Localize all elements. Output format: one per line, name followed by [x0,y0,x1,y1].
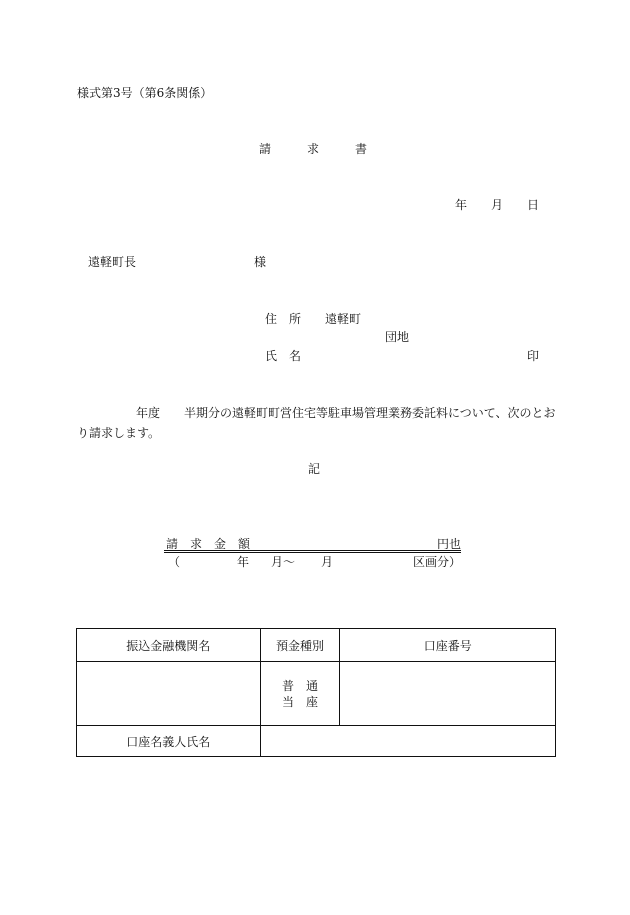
period-year: 年 [237,555,250,569]
header-account-type: 預金種別 [260,629,340,662]
bank-account-table [76,628,556,757]
period-close: 区画分） [413,555,462,569]
bank-table-entry-row [77,662,556,726]
header-bank-name: 振込金融機関名 [77,629,261,662]
document-title: 請 求 書 [259,142,368,156]
bank-table-holder-row [77,726,556,757]
holder-label: 口座名義人氏名 [77,726,261,757]
period-month-to: 月 [321,555,334,569]
name-label: 氏 名 [265,349,302,363]
addressee-name: 遠軽町長 [88,255,137,269]
date-line: 年 月 日 [455,198,540,212]
body-line-1: 年度 半期分の遠軽町町営住宅等駐車場管理業務委託料について、次のとお [136,406,556,420]
amount-unit: 円也 [437,537,462,551]
account-type-current: 当 座 [282,694,319,709]
header-account-number: 口座番号 [340,629,556,662]
address-label: 住 所 [265,312,302,326]
address-sub: 団地 [385,330,410,344]
amount-label: 請 求 金 額 [166,537,251,551]
holder-name-cell[interactable] [260,726,555,757]
form-number: 様式第3号（第6条関係） [77,86,213,100]
account-type-cell[interactable] [260,662,340,726]
address-value: 遠軽町 [325,312,362,326]
account-number-cell[interactable] [340,662,556,726]
account-type-ordinary: 普 通 [282,678,319,693]
period-open: （ [168,555,181,569]
bank-name-cell[interactable] [77,662,261,726]
body-line-2: り請求します。 [77,426,161,440]
addressee-honorific: 様 [254,255,267,269]
seal-mark: 印 [527,349,540,363]
amount-double-underline [164,552,461,553]
record-mark: 記 [308,462,321,476]
bank-table-header-row [77,629,556,662]
amount-underline [164,550,461,551]
period-month-from: 月〜 [271,555,296,569]
